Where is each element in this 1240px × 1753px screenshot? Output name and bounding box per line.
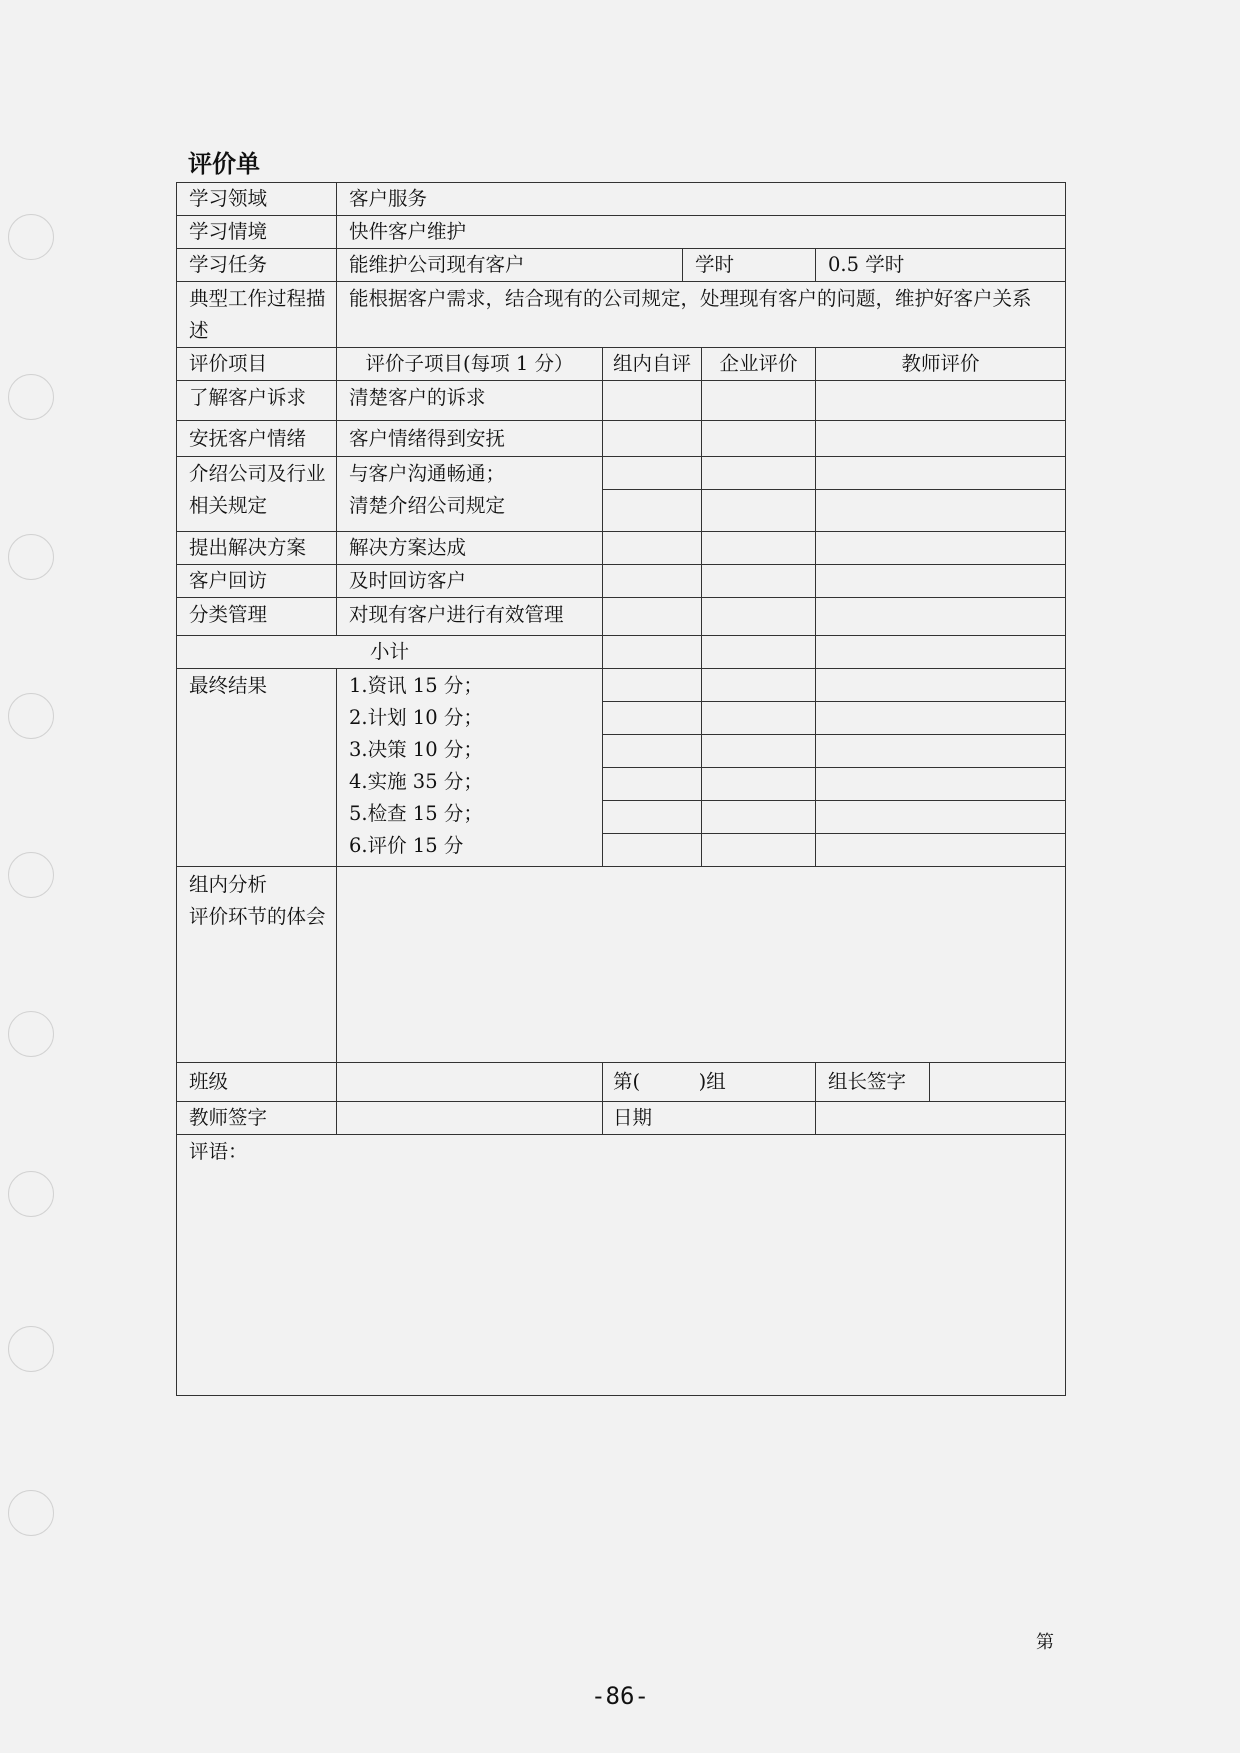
final-result-item: 6.评价 15 分 — [349, 834, 464, 857]
company-score-cell[interactable] — [702, 565, 816, 598]
self-final-cell[interactable] — [603, 834, 702, 867]
binder-hole — [8, 1490, 54, 1536]
teacher-final-cell[interactable] — [816, 702, 1066, 735]
company-subtotal-cell[interactable] — [702, 636, 816, 669]
teacher-score-cell[interactable] — [816, 565, 1066, 598]
eval-item: 安抚客户情绪 — [177, 421, 337, 457]
process-label: 典型工作过程描述 — [177, 282, 337, 348]
comment-label: 评语： — [189, 1140, 248, 1163]
self-final-cell[interactable] — [603, 735, 702, 768]
page-number: -86- — [591, 1682, 649, 1710]
binder-hole — [8, 374, 54, 420]
teacher-score-cell[interactable] — [816, 381, 1066, 421]
self-final-cell[interactable] — [603, 801, 702, 834]
teacher-score-cell[interactable] — [816, 421, 1066, 457]
self-score-cell[interactable] — [603, 490, 702, 532]
self-score-cell[interactable] — [603, 532, 702, 565]
company-final-cell[interactable] — [702, 735, 816, 768]
eval-item: 客户回访 — [177, 565, 337, 598]
leader-signature-label: 组长签字 — [816, 1063, 930, 1102]
scenario-value[interactable]: 快件客户维护 — [337, 216, 1066, 249]
eval-header-company: 企业评价 — [702, 348, 816, 381]
eval-item: 介绍公司及行业相关规定 — [177, 457, 337, 532]
self-score-cell[interactable] — [603, 598, 702, 636]
final-result-label: 最终结果 — [177, 669, 337, 867]
final-result-item: 1.资讯 15 分； — [349, 674, 483, 697]
teacher-final-cell[interactable] — [816, 669, 1066, 702]
binder-hole — [8, 214, 54, 260]
hours-value[interactable]: 0.5 学时 — [816, 249, 1066, 282]
final-result-item: 4.实施 35 分； — [349, 770, 483, 793]
eval-sub-item: 解决方案达成 — [337, 532, 603, 565]
subtotal-label: 小计 — [177, 636, 603, 669]
eval-header-item: 评价项目 — [177, 348, 337, 381]
eval-sub-item: 客户情绪得到安抚 — [337, 421, 603, 457]
teacher-subtotal-cell[interactable] — [816, 636, 1066, 669]
company-final-cell[interactable] — [702, 834, 816, 867]
analysis-label-line: 评价环节的体会 — [189, 905, 326, 928]
self-subtotal-cell[interactable] — [603, 636, 702, 669]
analysis-label-line: 组内分析 — [189, 873, 268, 896]
binder-hole — [8, 852, 54, 898]
teacher-final-cell[interactable] — [816, 834, 1066, 867]
task-value[interactable]: 能维护公司现有客户 — [337, 249, 683, 282]
company-final-cell[interactable] — [702, 702, 816, 735]
final-result-item: 3.决策 10 分； — [349, 738, 483, 761]
eval-sub-item: 与客户沟通畅通； — [349, 462, 506, 485]
final-result-item: 2.计划 10 分； — [349, 706, 483, 729]
company-score-cell[interactable] — [702, 457, 816, 490]
eval-item: 提出解决方案 — [177, 532, 337, 565]
teacher-final-cell[interactable] — [816, 768, 1066, 801]
eval-item: 分类管理 — [177, 598, 337, 636]
group-number-label: 第( )组 — [603, 1063, 816, 1102]
self-score-cell[interactable] — [603, 457, 702, 490]
comment-area[interactable] — [177, 1135, 1066, 1396]
teacher-score-cell[interactable] — [816, 457, 1066, 490]
evaluation-form — [176, 182, 1066, 1396]
field-label: 学习领域 — [177, 183, 337, 216]
date-input-cell[interactable] — [816, 1102, 1066, 1135]
field-value[interactable]: 客户服务 — [337, 183, 1066, 216]
teacher-score-cell[interactable] — [816, 490, 1066, 532]
company-final-cell[interactable] — [702, 801, 816, 834]
eval-item: 了解客户诉求 — [177, 381, 337, 421]
analysis-input-area[interactable] — [337, 867, 1066, 1063]
self-final-cell[interactable] — [603, 768, 702, 801]
eval-header-self: 组内自评 — [603, 348, 702, 381]
company-final-cell[interactable] — [702, 768, 816, 801]
company-score-cell[interactable] — [702, 532, 816, 565]
eval-sub-item: 清楚客户的诉求 — [337, 381, 603, 421]
page-title: 评价单 — [188, 150, 260, 178]
eval-header-sub: 评价子项目(每项 1 分） — [337, 348, 603, 381]
company-score-cell[interactable] — [702, 381, 816, 421]
process-value[interactable]: 能根据客户需求，结合现有的公司规定，处理现有客户的问题，维护好客户关系 — [337, 282, 1066, 348]
final-result-item: 5.检查 15 分； — [349, 802, 483, 825]
teacher-signature-cell[interactable] — [337, 1102, 603, 1135]
eval-sub-item-group — [337, 457, 603, 532]
hours-label: 学时 — [683, 249, 816, 282]
task-label: 学习任务 — [177, 249, 337, 282]
self-score-cell[interactable] — [603, 421, 702, 457]
date-label: 日期 — [603, 1102, 816, 1135]
scenario-label: 学习情境 — [177, 216, 337, 249]
binder-hole — [8, 693, 54, 739]
analysis-label — [177, 867, 337, 1063]
leader-signature-cell[interactable] — [930, 1063, 1066, 1102]
teacher-final-cell[interactable] — [816, 801, 1066, 834]
eval-sub-item: 清楚介绍公司规定 — [349, 494, 506, 517]
binder-hole — [8, 1011, 54, 1057]
class-input-cell[interactable] — [337, 1063, 603, 1102]
binder-hole — [8, 1326, 54, 1372]
eval-sub-item: 对现有客户进行有效管理 — [337, 598, 603, 636]
teacher-signature-label: 教师签字 — [177, 1102, 337, 1135]
self-final-cell[interactable] — [603, 669, 702, 702]
teacher-score-cell[interactable] — [816, 532, 1066, 565]
eval-sub-item: 及时回访客户 — [337, 565, 603, 598]
class-label: 班级 — [177, 1063, 337, 1102]
company-final-cell[interactable] — [702, 669, 816, 702]
company-score-cell[interactable] — [702, 490, 816, 532]
teacher-final-cell[interactable] — [816, 735, 1066, 768]
final-result-items — [337, 669, 603, 867]
footer-text: 第 — [1036, 1632, 1054, 1653]
self-score-cell[interactable] — [603, 565, 702, 598]
teacher-score-cell[interactable] — [816, 598, 1066, 636]
binder-hole — [8, 534, 54, 580]
self-score-cell[interactable] — [603, 381, 702, 421]
company-score-cell[interactable] — [702, 421, 816, 457]
company-score-cell[interactable] — [702, 598, 816, 636]
eval-header-teacher: 教师评价 — [816, 348, 1066, 381]
self-final-cell[interactable] — [603, 702, 702, 735]
binder-hole — [8, 1171, 54, 1217]
